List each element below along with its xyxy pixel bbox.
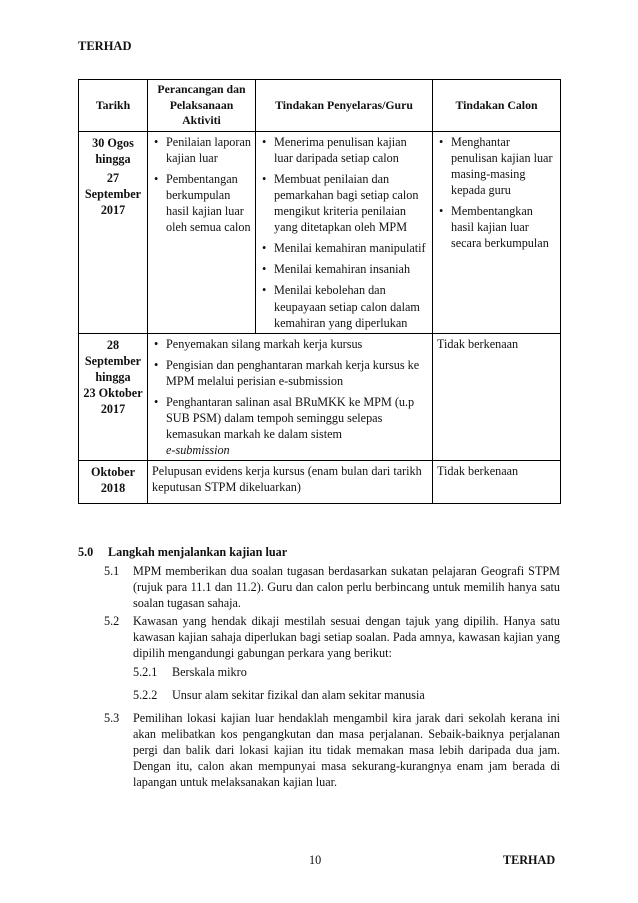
list-item: • Penilaian laporan kajian luar — [152, 134, 251, 166]
list-item: • Menilai kemahiran insaniah — [260, 261, 428, 277]
date-line: Oktober — [90, 465, 135, 480]
candidate-cell: Tidak berkenaan — [433, 333, 561, 461]
list-item: • Pembentangan berkumpulan hasil kajian luar oleh semua calon — [152, 171, 251, 235]
header-guru: Tindakan Penyelaras/Guru — [256, 80, 433, 132]
list-item: • Penyemakan silang markah kerja kursus — [152, 336, 428, 352]
page-number: 10 — [309, 853, 322, 867]
date-line: hingga — [95, 151, 131, 166]
teacher-cell — [256, 131, 433, 333]
paragraph-text: MPM memberikan dua soalan tugasan berdasarkan sukatan pelajaran Geografi STPM (rujuk para 11.1 dan 11.2). Guru dan calon perlu berbincang untuk memilih hanya satu soalan tugasan sahaja. — [133, 564, 560, 611]
date-line: September — [84, 353, 142, 368]
paragraph-text: Pemilihan lokasi kajian luar hendaklah mengambil kira jarak dari sekolah kerana ini akan melibatkan kos pengangkutan dan masa perjalanan. Sebaik-baiknya perjalanan pergi dan balik dari lokasi kajian itu tidak memakan masa lebih daripada dua jam. Dengan itu, calon akan mempunyai masa sekurang-kurangnya enam jam berada di lapangan untuk melaksanakan kajian luar. — [133, 711, 560, 790]
section-heading — [78, 544, 560, 560]
activity-merged-cell — [148, 333, 433, 461]
activity-merged-cell: Pelupusan evidens kerja kursus (enam bulan dari tarikh keputusan STPM dikeluarkan) — [148, 461, 433, 503]
paragraph-number: 5.2 — [104, 614, 120, 628]
list-item: • Menerima penulisan kajian luar daripada setiap calon — [260, 134, 428, 166]
date-line: 23 Oktober — [83, 386, 143, 400]
subitem-text: Unsur alam sekitar fizikal dan alam sekitar manusia — [172, 688, 425, 702]
paragraph-5-1 — [104, 563, 560, 611]
date-line: 28 — [106, 337, 120, 352]
list-item: • Membuat penilaian dan pemarkahan bagi setiap calon mengikut kriteria penilaian yang ditetapkan oleh MPM — [260, 171, 428, 235]
paragraph-text: Kawasan yang hendak dikaji mestilah sesuai dengan tajuk yang dipilih. Hanya satu kawasan kajian sahaja diperlukan bagi setiap soalan. Pada amnya, kawasan kajian yang dipilih mengandungi gabungan perkara yang berikut: — [133, 614, 560, 661]
date-line: 2018 — [100, 481, 126, 496]
date-line: hingga — [95, 369, 131, 384]
date-cell — [79, 333, 148, 461]
header-calon: Tindakan Calon — [433, 80, 561, 132]
subitem-number: 5.2.1 — [133, 665, 158, 679]
date-line: 2017 — [100, 402, 126, 417]
header-aktiviti: Perancangan dan Pelaksanaan Aktiviti — [148, 80, 256, 132]
subitem-5-2-2 — [133, 687, 425, 703]
paragraph-5-2 — [104, 613, 560, 661]
list-item: • Pengisian dan penghantaran markah kerja kursus ke MPM melalui perisian e-submission — [152, 357, 428, 389]
classification-footer: TERHAD — [503, 853, 556, 867]
subitem-5-2-1 — [133, 664, 247, 680]
paragraph-5-3 — [104, 710, 560, 790]
candidate-cell — [433, 131, 561, 333]
candidate-cell: Tidak berkenaan — [433, 461, 561, 503]
date-line: 30 Ogos — [92, 135, 134, 150]
table-row — [79, 461, 561, 503]
system-name: e-submission — [166, 443, 230, 458]
list-item: • Membentangkan hasil kajian luar secara berkumpulan — [437, 203, 556, 251]
activity-cell — [148, 131, 256, 333]
table-header-row — [79, 80, 561, 132]
paragraph-number: 5.3 — [104, 711, 120, 725]
list-item: • Menilai kebolehan dan keupayaan setiap calon dalam kemahiran yang diperlukan — [260, 282, 428, 330]
table-row — [79, 131, 561, 333]
subitem-text: Berskala mikro — [172, 665, 247, 679]
list-item-text: Penghantaran salinan asal BRuMKK ke MPM (u.p SUB PSM) dalam tempoh seminggu selepas kemasukan markah ke dalam sistem — [166, 395, 415, 442]
list-item: • Menilai kemahiran manipulatif — [260, 240, 428, 256]
date-cell — [79, 131, 148, 333]
paragraph-number: 5.1 — [104, 564, 120, 578]
table-row — [79, 333, 561, 461]
list-item: • Menghantar penulisan kajian luar masing-masing kepada guru — [437, 134, 556, 198]
date-line: September — [84, 186, 142, 201]
section-title: Langkah menjalankan kajian luar — [108, 545, 288, 559]
date-line: 2017 — [100, 203, 126, 218]
list-item — [152, 394, 428, 458]
date-cell — [79, 461, 148, 503]
classification-header: TERHAD — [78, 39, 132, 53]
section-number: 5.0 — [78, 545, 94, 559]
subitem-number: 5.2.2 — [133, 688, 158, 702]
schedule-table — [78, 79, 561, 504]
date-line: 27 — [106, 170, 120, 185]
header-tarikh: Tarikh — [79, 80, 148, 132]
